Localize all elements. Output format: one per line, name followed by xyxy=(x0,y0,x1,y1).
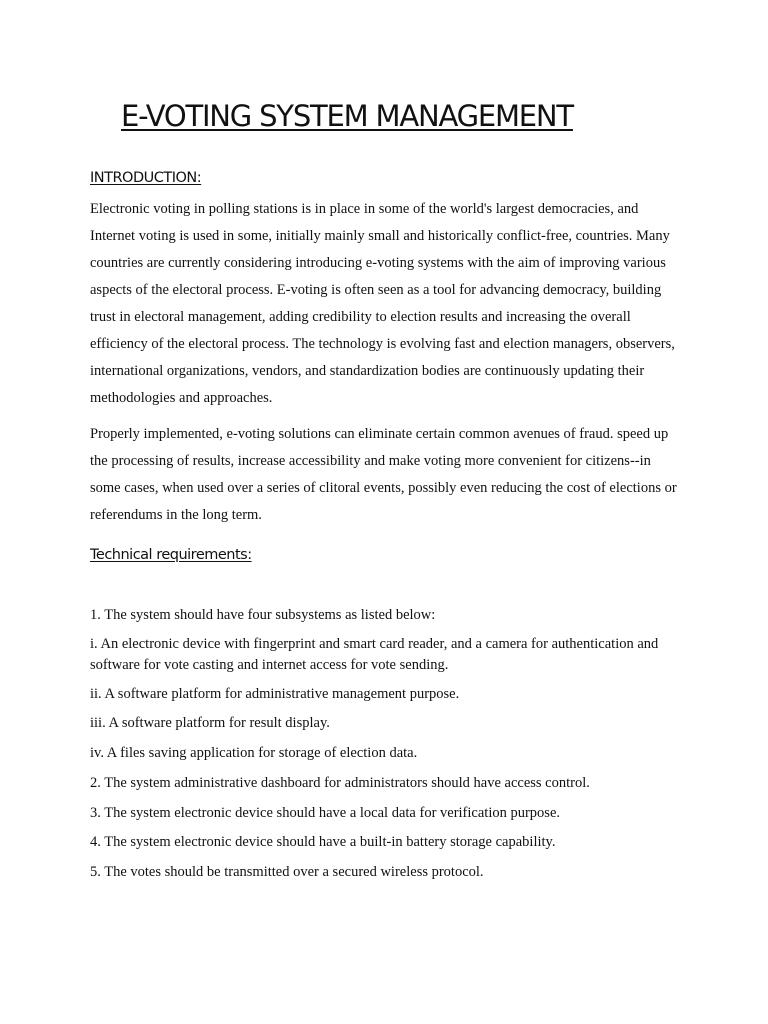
introduction-paragraph-1: Electronic voting in polling stations is in place in some of the world's largest democracies, and Internet voting is used in some, initially mainly small and historically conflict-free, countries. Many countries are currently considering introducing e-voting systems with the aim of improving various aspects of the electoral process. E-voting is often seen as a tool for advancing democracy, building trust in electoral management, adding credibility to election results and increasing the overall efficiency of the electoral process. The technology is evolving fast and election managers, observers, international organizations, vendors, and standardization bodies are continuously updating their methodologies and approaches. xyxy=(90,201,675,406)
requirement-item: 5. The votes should be transmitted over a secured wireless protocol. xyxy=(90,864,484,880)
requirement-item: iii. A software platform for result display. xyxy=(90,715,330,731)
document-title: E-VOTING SYSTEM MANAGEMENT xyxy=(121,99,573,133)
technical-requirements-heading: Technical requirements: xyxy=(90,547,252,563)
requirement-item: 2. The system administrative dashboard for administrators should have access control. xyxy=(90,775,590,791)
introduction-heading: INTRODUCTION: xyxy=(90,170,202,186)
introduction-paragraph-2: Properly implemented, e-voting solutions can eliminate certain common avenues of fraud. speed up the processing of results, increase accessibility and make voting more convenient for citizens--in some cases, when used over a series of clitoral events, possibly even reducing the cost of elections or referendums in the long term. xyxy=(90,426,677,523)
requirement-item: 3. The system electronic device should have a local data for verification purpose. xyxy=(90,805,561,821)
requirement-item: ii. A software platform for administrative management purpose. xyxy=(90,686,460,702)
requirement-item: 4. The system electronic device should have a built-in battery storage capability. xyxy=(90,834,556,850)
requirement-item: 1. The system should have four subsystems as listed below: xyxy=(90,607,436,623)
requirement-item: iv. A files saving application for storage of election data. xyxy=(90,745,418,761)
requirement-item: i. An electronic device with fingerprint and smart card reader, and a camera for authentication and software for vote casting and internet access for vote sending. xyxy=(90,636,659,673)
